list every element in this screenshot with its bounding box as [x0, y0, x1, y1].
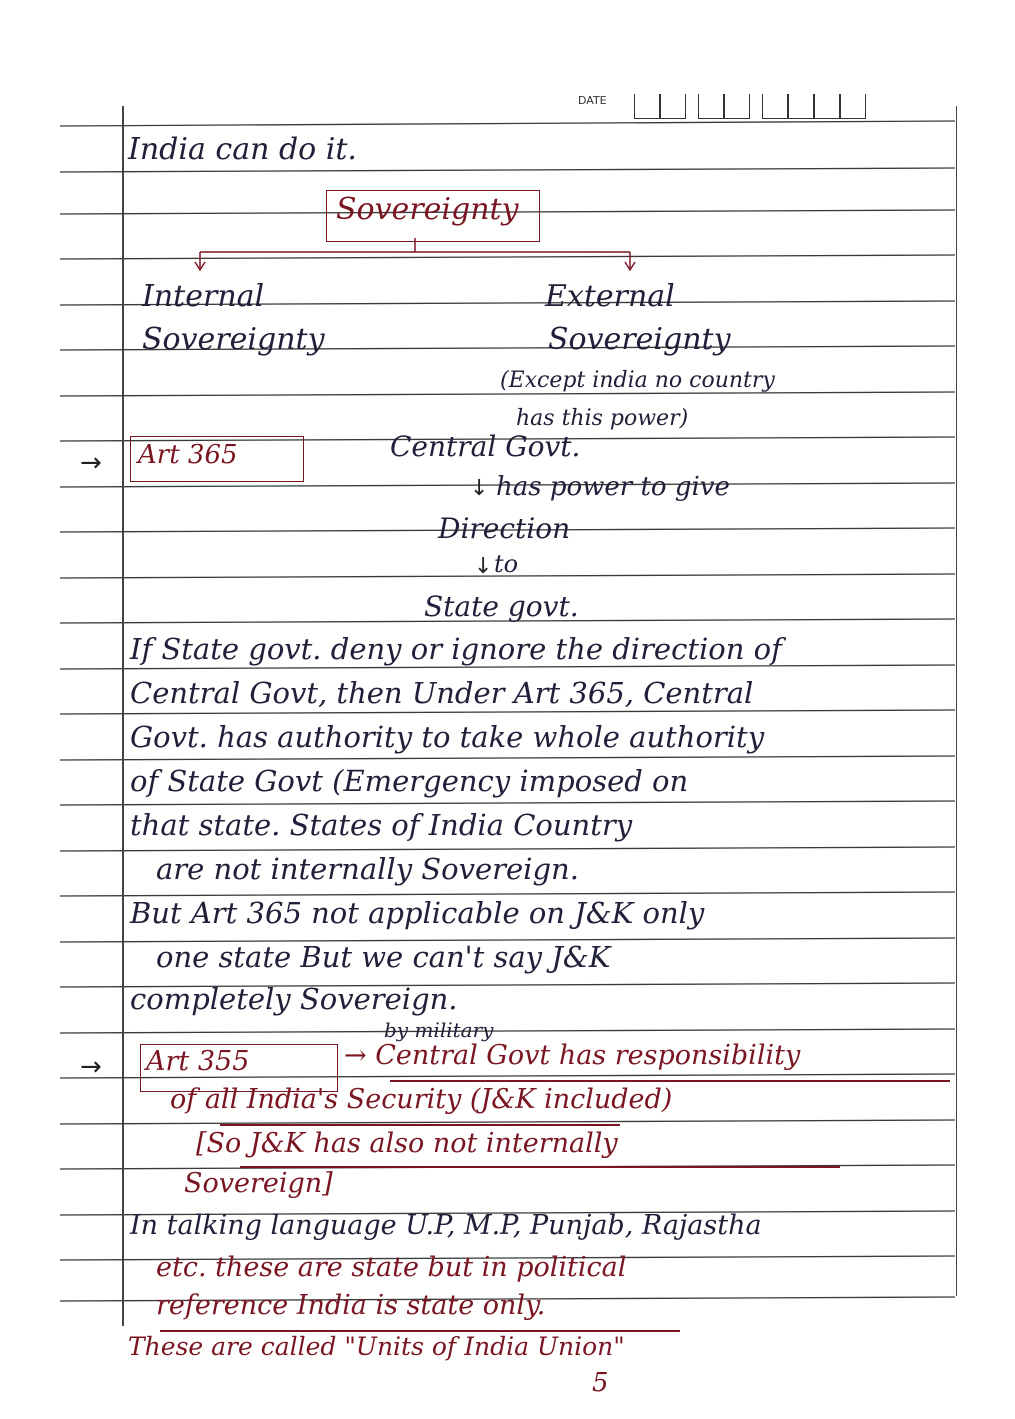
handwritten-line: External	[545, 279, 675, 314]
date-box	[698, 94, 724, 119]
handwritten-line: [So J&K has also not internally	[196, 1128, 618, 1159]
handwritten-line: Internal	[142, 279, 265, 314]
handwritten-line: by military	[384, 1018, 494, 1042]
handwritten-line: Govt. has authority to take whole authority	[130, 720, 765, 754]
handwritten-line: Direction	[438, 512, 571, 545]
handwritten-line: has power to give	[496, 472, 730, 502]
handwritten-line: completely Sovereign.	[130, 982, 458, 1016]
date-box	[840, 94, 866, 119]
handwritten-line: → Central Govt has responsibility	[344, 1040, 801, 1071]
date-box	[634, 94, 660, 119]
handwritten-line: If State govt. deny or ignore the direction of	[130, 632, 782, 666]
handwritten-line: Art 365	[138, 440, 238, 470]
handwritten-line: to	[494, 550, 519, 578]
branch-arrows	[190, 238, 650, 278]
date-box	[814, 94, 840, 119]
handwritten-line: Central Govt, then Under Art 365, Central	[130, 676, 754, 710]
arrow-icon: →	[80, 1052, 102, 1082]
arrow-icon: →	[80, 448, 102, 478]
underline	[390, 1080, 950, 1082]
date-label: DATE	[578, 94, 607, 107]
handwritten-line: Central Govt.	[390, 430, 581, 463]
date-box	[660, 94, 686, 119]
handwritten-line: are not internally Sovereign.	[156, 852, 579, 886]
handwritten-line: Sovereignty	[548, 322, 731, 357]
handwritten-line: etc. these are state but in political	[156, 1252, 627, 1283]
handwritten-line: of all India's Security (J&K included)	[170, 1084, 673, 1115]
handwritten-line: 5	[592, 1368, 609, 1398]
date-box	[724, 94, 750, 119]
handwritten-line: of State Govt (Emergency imposed on	[130, 764, 689, 798]
underline	[220, 1124, 620, 1126]
handwritten-line: Sovereignty	[142, 322, 325, 357]
handwritten-line: State govt.	[424, 590, 579, 623]
handwritten-line: (Except india no country	[500, 368, 775, 393]
right-margin-line	[956, 106, 958, 1296]
handwritten-line: India can do it.	[128, 132, 357, 167]
handwritten-line: These are called "Units of India Union"	[128, 1332, 625, 1361]
down-arrow-icon: ↓	[474, 554, 493, 579]
handwritten-line: that state. States of India Country	[130, 808, 633, 842]
underline	[240, 1166, 840, 1168]
handwritten-line: In talking language U.P, M.P, Punjab, Rajastha	[130, 1210, 762, 1241]
heading-sovereignty: Sovereignty	[336, 192, 519, 227]
down-arrow-icon: ↓	[470, 476, 489, 501]
handwritten-line: has this power)	[516, 406, 689, 431]
handwritten-line: reference India is state only.	[156, 1290, 546, 1321]
handwritten-line: Sovereign]	[184, 1168, 333, 1199]
handwritten-line: But Art 365 not applicable on J&K only	[130, 896, 705, 930]
date-box	[788, 94, 814, 119]
margin-line	[122, 106, 124, 1326]
date-box	[762, 94, 788, 119]
handwritten-line: Art 355	[146, 1046, 250, 1077]
handwritten-line: one state But we can't say J&K	[156, 940, 611, 974]
date-boxes	[578, 94, 878, 120]
